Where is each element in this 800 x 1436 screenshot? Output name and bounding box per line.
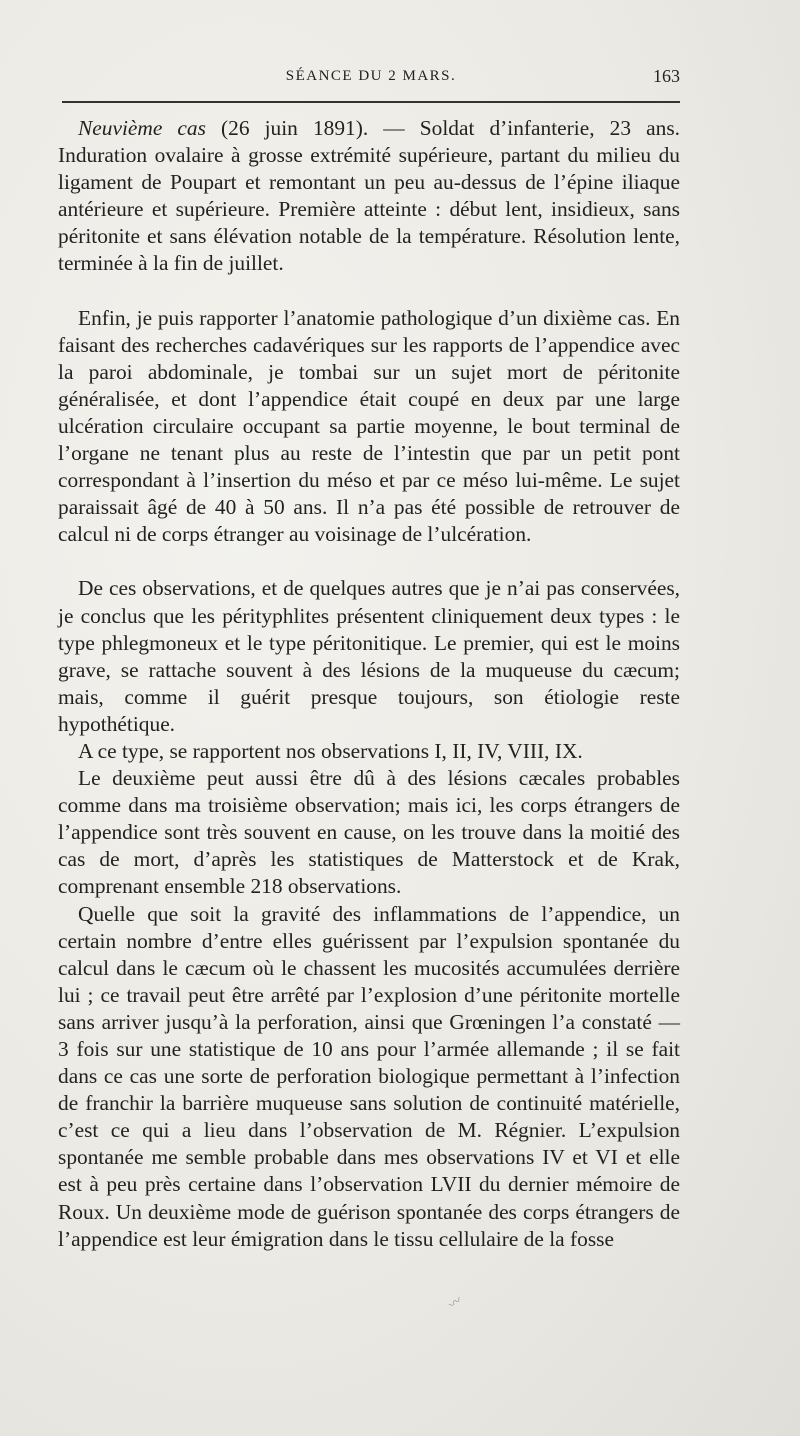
header-rule: [62, 101, 680, 103]
paragraph-ninth-case: [58, 115, 680, 278]
case-label: Neuvième cas: [78, 116, 206, 140]
page-number: 163: [653, 66, 680, 86]
running-title: SÉANCE DU 2 MARS.: [285, 68, 457, 84]
ink-mark: 〰: [445, 1292, 465, 1313]
paragraph-tenth-case: Enfin, je puis rapporter l’anatomie pathologique d’un dixième cas. En faisant des recherches cadavériques sur les rapports de l’appendice avec la paroi abdominale, je tombai sur un sujet mort de péritonite généralisée, et dont l’appendice était coupé en deux par une large ulcération circulaire occupant sa partie moyenne, le bout terminal de l’organe ne tenant plus au reste de l’intestin que par un petit pont correspondant à l’insertion du méso et par ce méso lui-même. Le sujet paraissait âgé de 40 à 50 ans. Il n’a pas été possible de retrouver de calcul ni de corps étranger au voisinage de l’ulcération.: [58, 305, 680, 547]
page-header: [62, 66, 680, 90]
paragraph-first-type: A ce type, se rapportent nos observations I, II, IV, VIII, IX.: [78, 738, 583, 763]
paragraph-conclusion: De ces observations, et de quelques autres que je n’ai pas conservées, je conclus que les pérityphlites présentent cliniquement deux types : le type phlegmoneux et le type péritonitique. Le premier, qui est le moins grave, se rattache souvent à des lésions de la muqueuse du cæcum; mais, comme il guérit presque toujours, son étiologie reste hypothétique.: [58, 576, 680, 736]
page-body: [58, 115, 680, 1253]
paragraph-second-type: Le deuxième peut aussi être dû à des lésions cæcales probables comme dans ma troisième observation; mais ici, les corps étrangers de l’appendice sont très souvent en cause, on les trouve dans la moitié des cas de mort, d’après les statistiques de Matterstock et de Krak, comprenant ensemble 218 observations.: [58, 766, 680, 899]
paragraph-healing: Quelle que soit la gravité des inflammations de l’appendice, un certain nombre d’entre elles guérissent par l’expulsion spontanée du calcul dans le cæcum où le chassent les mucosités accumulées derrière lui ; ce travail peut être arrêté par l’explosion d’une péritonite mortelle sans arriver jusqu’à la perforation, ainsi que Grœningen l’a constaté — 3 fois sur une statistique de 10 ans pour l’armée allemande ; il se fait dans ce cas une sorte de perforation biologique permettant à l’infection de franchir la barrière muqueuse sans solution de continuité matérielle, c’est ce qui a lieu dans l’observation de M. Régnier. L’expulsion spontanée me semble probable dans mes observations IV et VI et elle est à peu près certaine dans l’observation LVII du dernier mémoire de Roux. Un deuxième mode de guérison spontanée des corps étrangers de l’appendice est leur émigration dans le tissu cellulaire de la fosse: [58, 901, 680, 1251]
case-text: (26 juin 1891). — Soldat d’infanterie, 23 ans. Induration ovalaire à grosse extrémité supérieure, partant du milieu du ligament de Poupart et remontant un peu au-dessus de l’épine iliaque antérieure et supérieure. Première atteinte : début lent, insidieux, sans péritonite et sans élévation notable de la température. Résolution lente, terminée à la fin de juillet.: [58, 116, 680, 276]
